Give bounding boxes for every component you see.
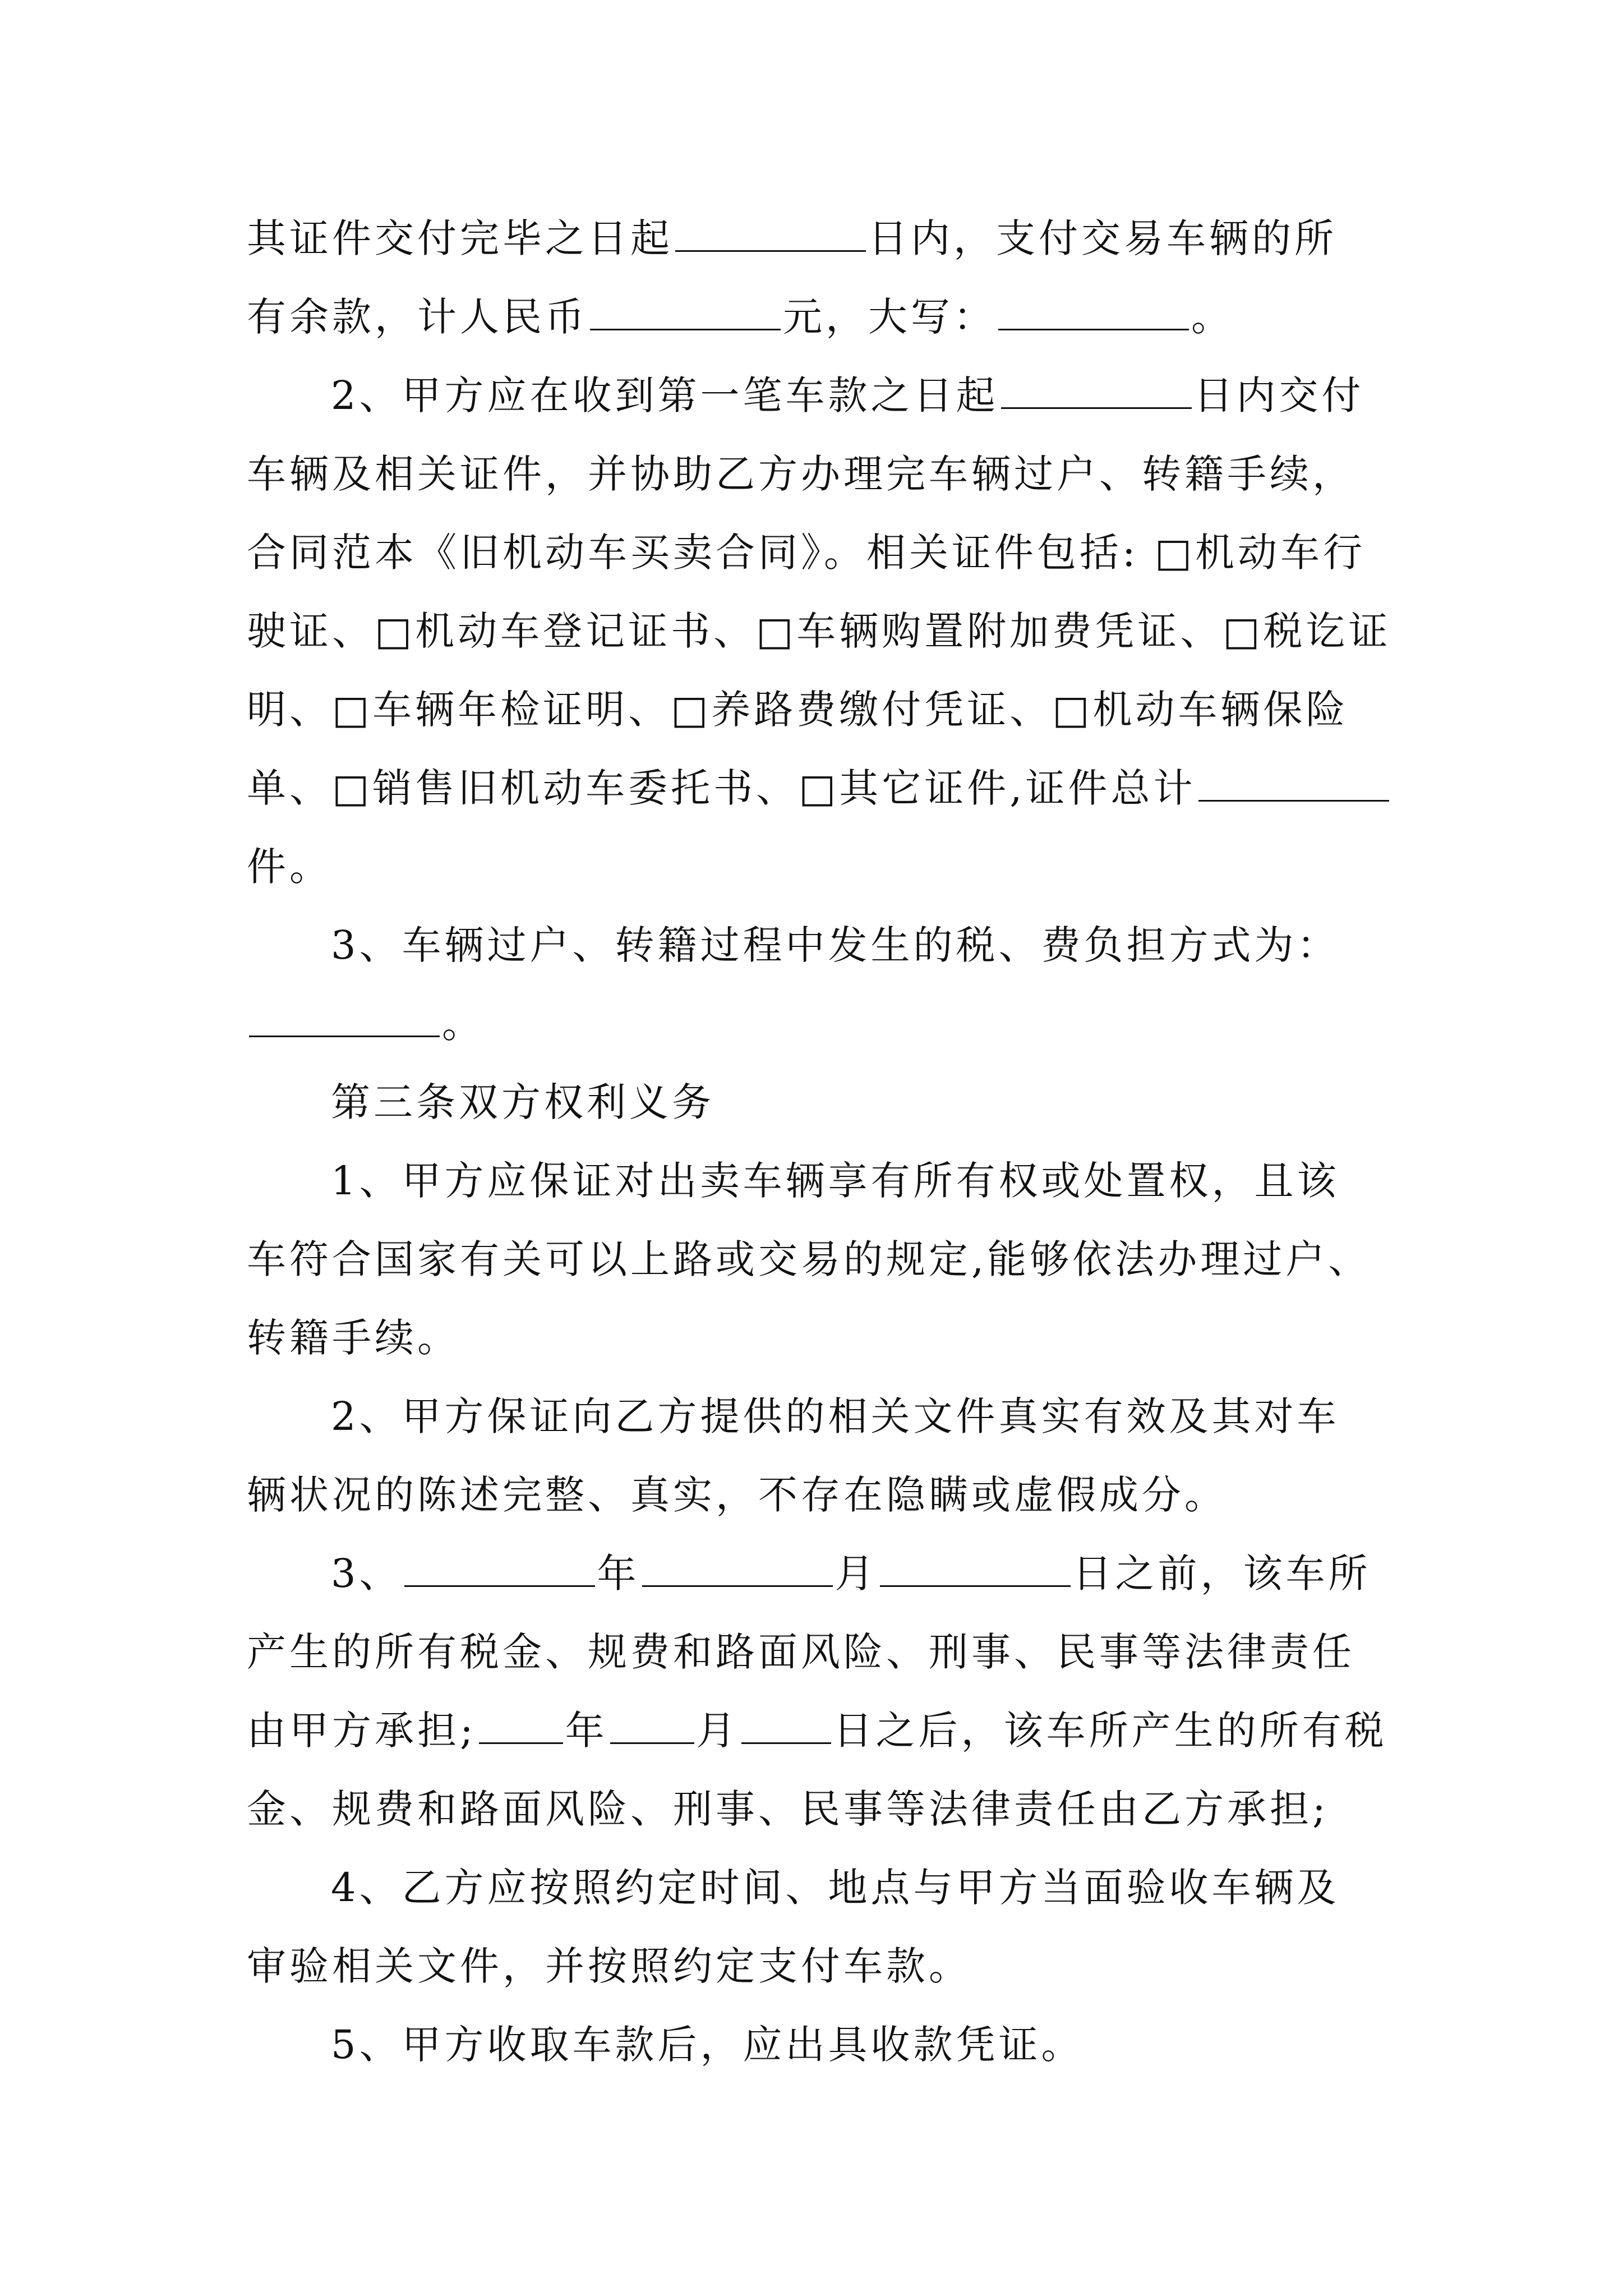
text-line-1: 其证件交付完毕之日起 日内，支付交易车辆的所	[247, 215, 1337, 261]
text-line-19: 产生的所有税金、规费和路面风险、刑事、民事等法律责任	[247, 1629, 1355, 1675]
text-line-9: 件。	[247, 844, 332, 890]
text-line-24: 5、甲方收取车款后，应出具收款凭证。	[331, 2022, 1084, 2068]
blank-field	[404, 1550, 595, 1587]
text-line-7: 明、□车辆年检证明、□养路费缴付凭证、□机动车辆保险	[247, 687, 1349, 733]
text-line-10: 3、车辆过户、转籍过程中发生的税、费负担方式为：	[331, 922, 1340, 968]
text-line-4: 车辆及相关证件，并协助乙方办理完车辆过户、转籍手续，	[247, 451, 1355, 497]
blank-field	[998, 294, 1189, 330]
blank-field	[479, 1708, 563, 1744]
text-line-20: 由甲方承担; 年 月 日之后，该车所产生的所有税	[247, 1708, 1387, 1754]
blank-field	[741, 1708, 831, 1744]
blank-field	[1198, 765, 1389, 802]
text-line-5: 合同范本《旧机动车买卖合同》。相关证件包括: □机动车行	[247, 530, 1366, 576]
text-line-17: 辆状况的陈述完整、真实，不存在隐瞒或虚假成分。	[247, 1472, 1227, 1518]
text-line-8: 单、□销售旧机动车委托书、□其它证件,证件总计	[247, 749, 1380, 827]
text-line-16: 2、甲方保证向乙方提供的相关文件真实有效及其对车	[331, 1393, 1340, 1439]
blank-field	[590, 294, 781, 330]
blank-field	[880, 1550, 1071, 1587]
blank-field	[675, 215, 866, 252]
text-line-15: 转籍手续。	[247, 1315, 460, 1361]
text-line-22: 4、乙方应按照约定时间、地点与甲方当面验收车辆及	[331, 1865, 1340, 1911]
text-line-13: 1、甲方应保证对出卖车辆享有所有权或处置权，且该	[331, 1158, 1340, 1204]
text-line-11: 。	[247, 984, 1380, 1063]
contract-body	[247, 199, 1391, 2084]
text-line-6: 驶证、□机动车登记证书、□车辆购置附加费凭证、□税讫证	[247, 608, 1391, 654]
blank-field	[1001, 372, 1192, 409]
text-line-23: 审验相关文件，并按照约定支付车款。	[247, 1943, 971, 1989]
text-line-3: 2、甲方应在收到第一笔车款之日起 日内交付	[331, 372, 1364, 418]
text-line-18: 3、 年 月 日之前，该车所	[331, 1550, 1371, 1596]
text-line-21: 金、规费和路面风险、刑事、民事等法律责任由乙方承担;	[247, 1786, 1329, 1832]
text-line-14: 车符合国家有关可以上路或交易的规定,能够依法办理过户、	[247, 1236, 1371, 1282]
section-heading: 第三条双方权利义务	[331, 1079, 714, 1125]
blank-field	[642, 1550, 833, 1587]
text-line-2: 有余款，计人民币 元，大写： 。	[247, 294, 1234, 340]
blank-field	[249, 1001, 440, 1037]
blank-field	[610, 1708, 694, 1744]
